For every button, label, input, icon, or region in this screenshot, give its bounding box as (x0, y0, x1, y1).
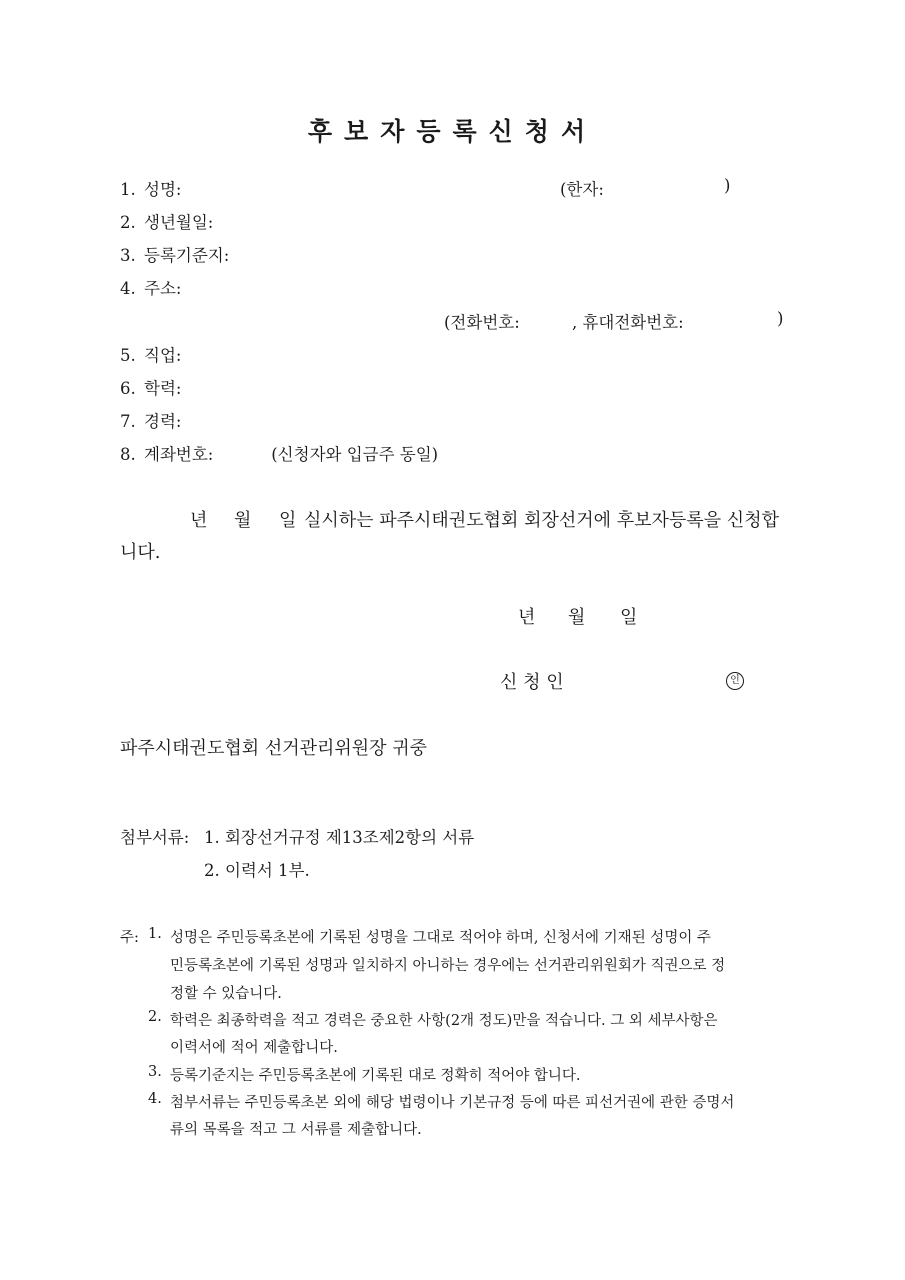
field-label: 주소: (144, 279, 182, 298)
field-job (120, 342, 266, 366)
field-career (120, 408, 266, 432)
hanja-open: (한자: (560, 180, 604, 199)
statement-year: 년 (190, 510, 208, 531)
note-line: 민등록초본에 기록된 성명과 일치하지 아니하는 경우에는 선거관리위원회가 직권으로 정 (170, 958, 726, 974)
statement-month: 월 (234, 510, 252, 531)
note-number: 2. (148, 1009, 162, 1025)
notes-label: 주: (120, 930, 139, 946)
field-number: 8. (120, 445, 136, 464)
note-line: 등록기준지는 주민등록초본에 기록된 대로 정확히 적어야 합니다. (170, 1068, 581, 1084)
note-line: 류의 목록을 적고 그 서류를 제출합니다. (170, 1122, 422, 1138)
field-label: 계좌번호: (144, 445, 214, 464)
date-month: 월 (568, 607, 586, 628)
field-label: 경력: (144, 412, 182, 431)
note-line: 이력서에 적어 제출합니다. (170, 1040, 338, 1056)
field-education (120, 375, 266, 399)
attachment-item: 1. 회장선거규정 제13조제2항의 서류 (204, 828, 475, 847)
note-number: 3. (148, 1064, 162, 1080)
seal-icon: 인 (726, 672, 744, 690)
phone-close: ) (777, 309, 784, 328)
field-number: 4. (120, 279, 136, 298)
note-line: 첨부서류는 주민등록초본 외에 해당 법령이나 기본규정 등에 따른 피선거권에 관한 증명서 (170, 1095, 735, 1111)
field-label: 학력: (144, 379, 182, 398)
statement-line-1: 실시하는 파주시태권도협회 회장선거에 후보자등록을 신청합 (304, 510, 779, 531)
field-registry (120, 242, 266, 266)
field-label: 등록기준지: (144, 246, 230, 265)
field-number: 6. (120, 379, 136, 398)
phone-open: (전화번호: (444, 313, 520, 332)
field-address (120, 275, 266, 299)
statement-line-2: 니다. (120, 542, 161, 563)
date-day: 일 (620, 607, 638, 628)
field-number: 7. (120, 412, 136, 431)
field-number: 5. (120, 346, 136, 365)
field-label: 생년월일: (144, 213, 214, 232)
note-number: 1. (148, 926, 162, 942)
note-line: 성명은 주민등록초본에 기록된 성명을 그대로 적어야 하며, 신청서에 기재된 성명이 주 (170, 930, 711, 946)
hanja-close: ) (724, 176, 731, 195)
field-name (120, 176, 266, 200)
form-title: 후보자등록신청서 (307, 117, 598, 146)
field-account (120, 441, 438, 465)
note-number: 4. (148, 1091, 162, 1107)
field-number: 3. (120, 246, 136, 265)
field-label: 성명: (144, 180, 182, 199)
field-label: 직업: (144, 346, 182, 365)
applicant-label: 신 청 인 (500, 672, 564, 693)
field-birth (120, 209, 266, 233)
date-year: 년 (518, 607, 536, 628)
note-line: 정할 수 있습니다. (170, 986, 282, 1002)
field-number: 2. (120, 213, 136, 232)
note-line: 학력은 최종학력을 적고 경력은 중요한 사항(2개 정도)만을 적습니다. 그 외 세부사항은 (170, 1013, 718, 1029)
account-note: (신청자와 입금주 동일) (271, 445, 439, 464)
statement-day: 일 (279, 510, 297, 531)
mobile-label: , 휴대전화번호: (572, 313, 684, 332)
attachments-label: 첨부서류: (120, 828, 190, 847)
attachment-item: 2. 이력서 1부. (204, 861, 310, 880)
field-number: 1. (120, 180, 136, 199)
addressee: 파주시태권도협회 선거관리위원장 귀중 (120, 738, 428, 759)
